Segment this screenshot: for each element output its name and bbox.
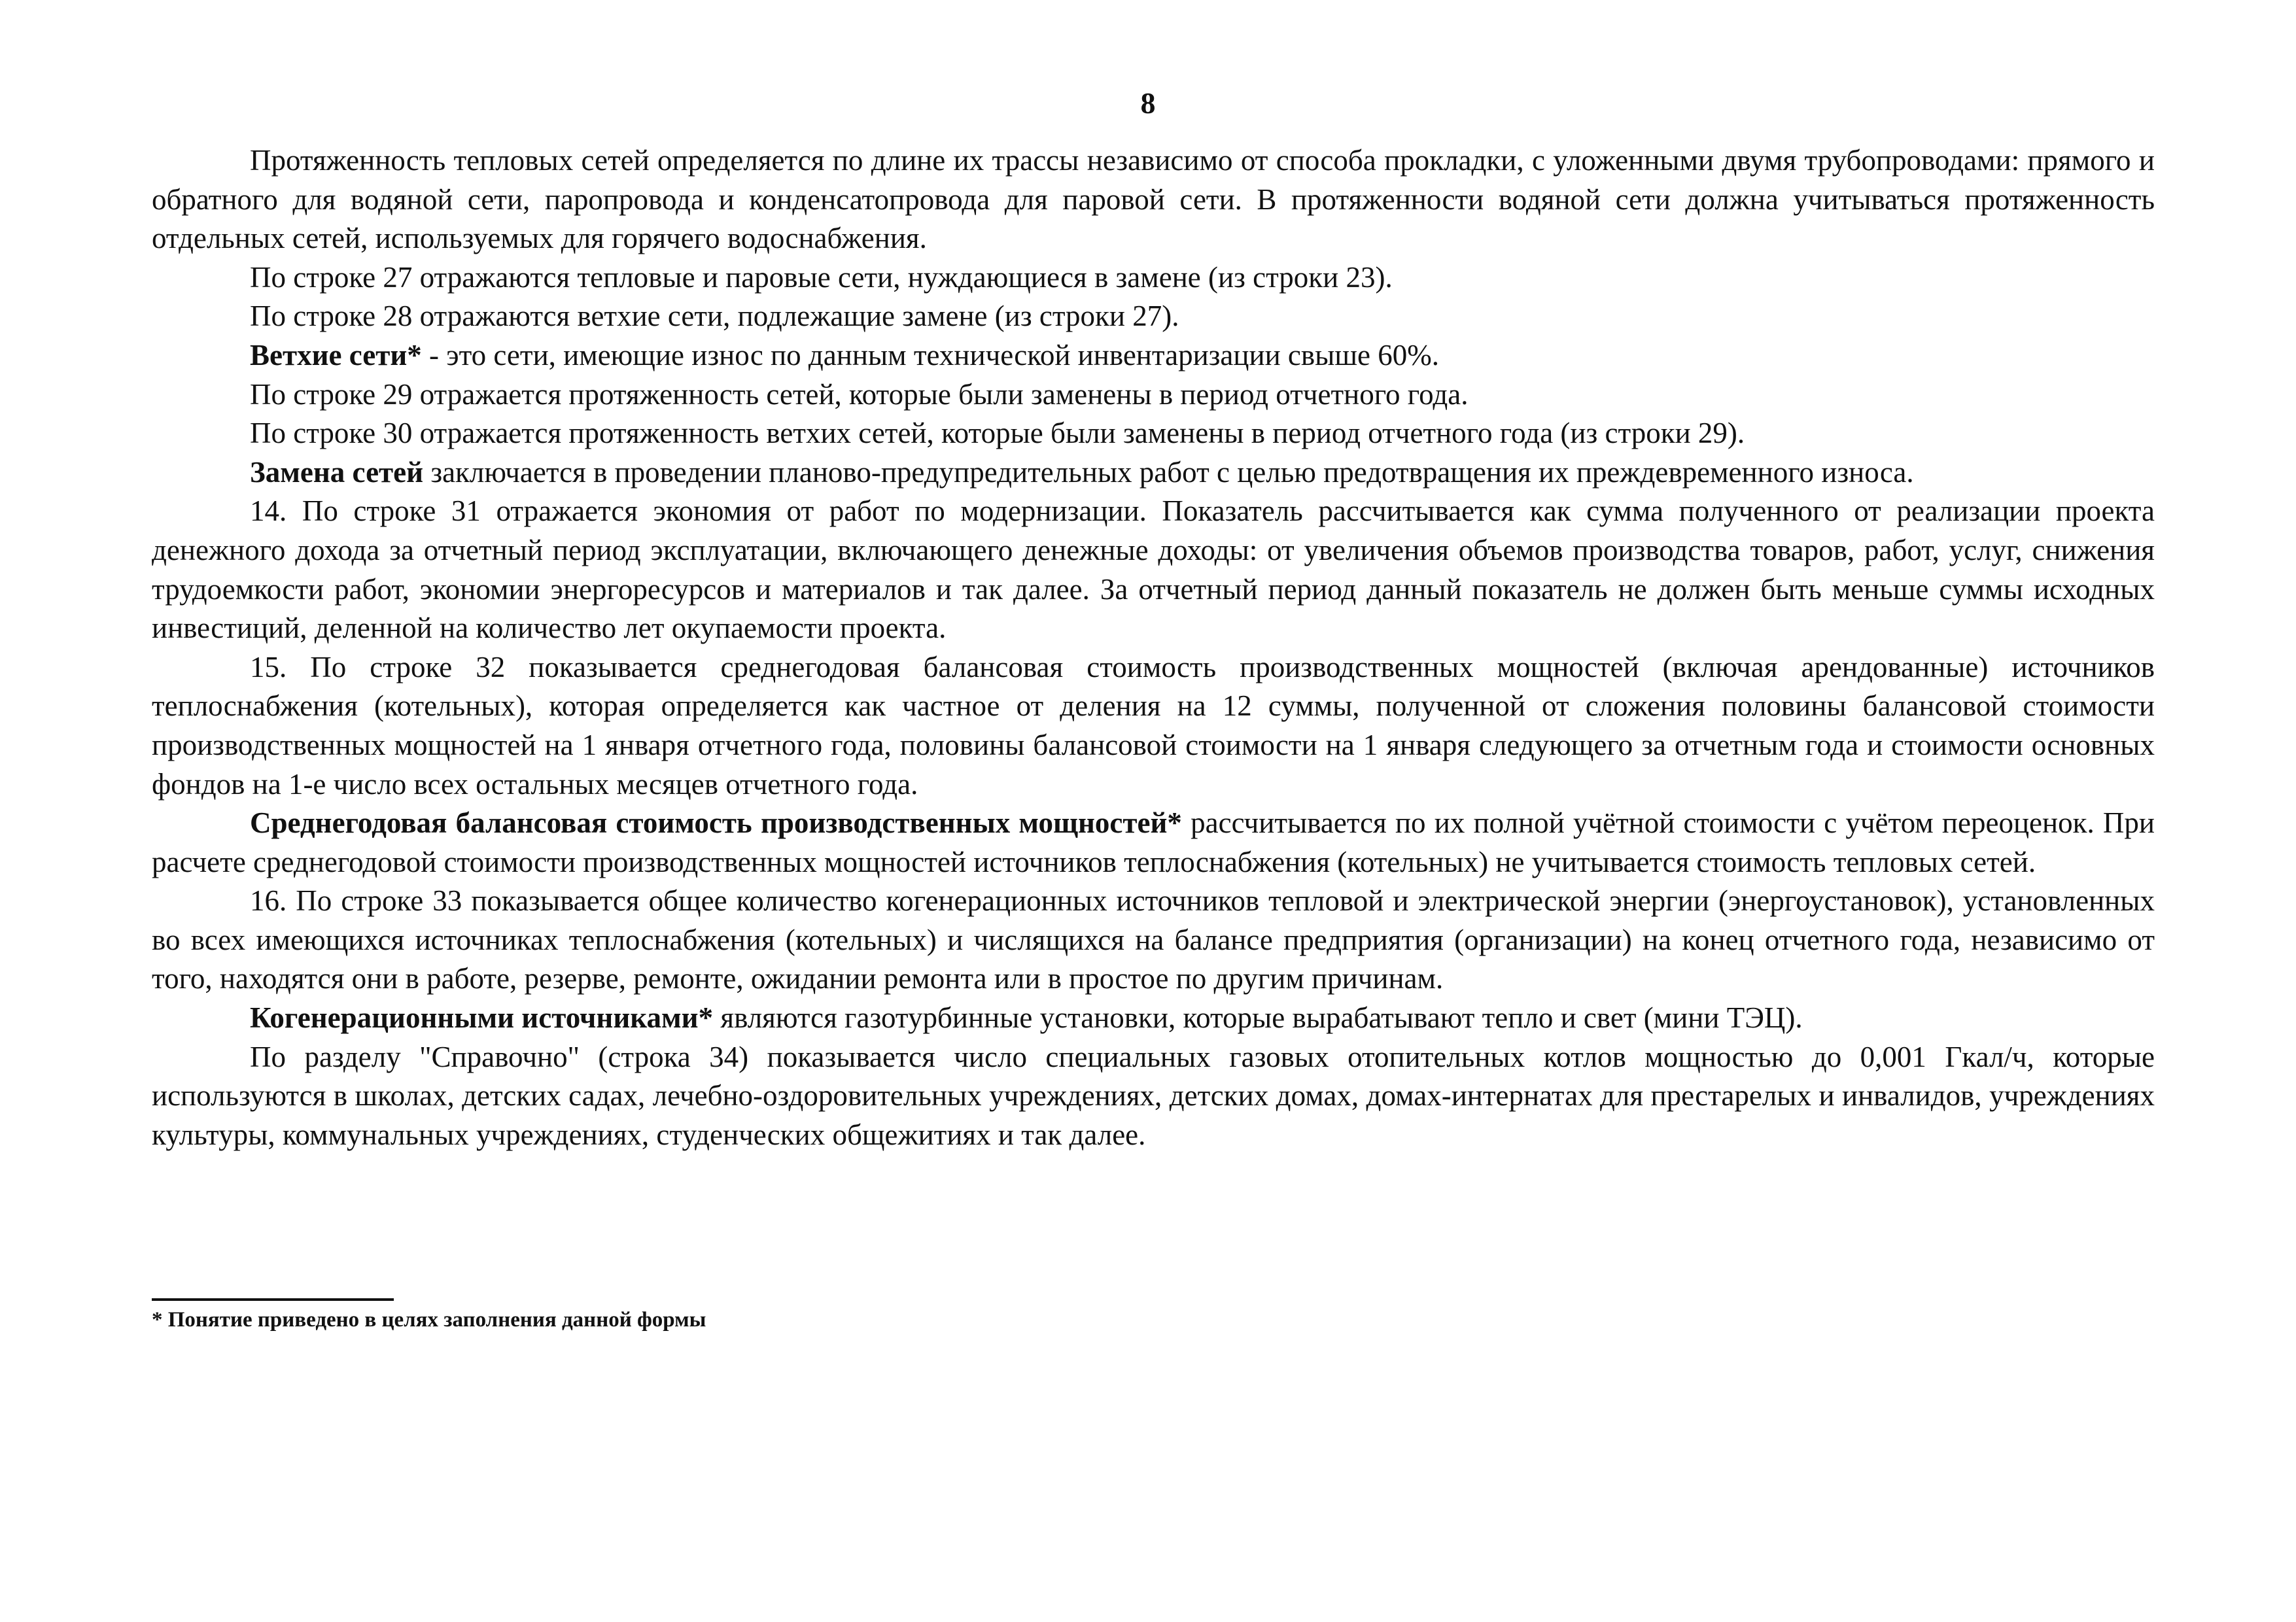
paragraph-reference-section: По разделу "Справочно" (строка 34) показывается число специальных газовых отопительных котлов мощностью до 0,001 Гкал/ч, которые используются в школах, детских садах, лечебно-оздоровительных учреждениях, детских домах, домах-интернатах для престарелых и инвалидов, учреждениях культуры, коммунальных учреждениях, студенческих общежитиях и так далее. <box>152 1040 2155 1151</box>
paragraph-dilapidated-networks: Ветхие сети* - это сети, имеющие износ по данным технической инвентаризации свыше 60%. <box>250 338 1439 371</box>
paragraph-item-14: 14. По строке 31 отражается экономия от работ по модернизации. Показатель рассчитывается как сумма полученного от реализации проекта денежного дохода за отчетный период эксплуатации, включающего денежные доходы: от увеличения объемов производства товаров, работ, услуг, снижения трудоемкости работ, экономии энергоресурсов и материалов и так далее. За отчетный период данный показатель не должен быть меньше суммы исходных инвестиций, деленной на количество лет окупаемости проекта. <box>152 494 2155 645</box>
paragraph-average-book-value: Среднегодовая балансовая стоимость производственных мощностей* рассчитывается по их полной учётной стоимости с учётом переоценок. При расчете среднегодовой стоимости производственных мощностей источников теплоснабжения (котельных) не учитывается стоимость тепловых сетей. <box>152 806 2155 878</box>
document-body <box>152 141 2155 1154</box>
paragraph-cogeneration-sources: Когенерационными источниками* являются газотурбинные установки, которые вырабатывают тепло и свет (мини ТЭЦ). <box>250 1001 1803 1035</box>
page-number: 8 <box>1140 86 1156 120</box>
term-cogeneration-sources: Когенерационными источниками* <box>250 1001 714 1035</box>
term-average-book-value: Среднегодовая балансовая стоимость производственных мощностей* <box>250 806 1182 840</box>
paragraph-line-30: По строке 30 отражается протяженность ветхих сетей, которые были заменены в период отчетного года (из строки 29). <box>250 417 1745 450</box>
paragraph-item-16: 16. По строке 33 показывается общее количество когенерационных источников тепловой и электрической энергии (энергоустановок), установленных во всех имеющихся источниках теплоснабжения (котельных) и числящихся на балансе предприятия (организации) на конец отчетного года, независимо от того, находятся они в работе, резерве, ремонте, ожидании ремонта или в простое по другим причинам. <box>152 884 2155 995</box>
paragraph-network-replacement: Замена сетей заключается в проведении планово-предупредительных работ с целью предотвращения их преждевременного износа. <box>250 455 1914 489</box>
paragraph-item-15: 15. По строке 32 показывается среднегодовая балансовая стоимость производственных мощностей (включая арендованные) источников теплоснабжения (котельных), которая определяется как частное от деления на 12 суммы, полученной от сложения половины балансовой стоимости производственных мощностей на 1 января отчетного года, половины балансовой стоимости на 1 января следующего за отчетным года и стоимости основных фондов на 1-е число всех остальных месяцев отчетного года. <box>152 650 2155 801</box>
term-network-replacement: Замена сетей <box>250 455 424 489</box>
paragraph-line-29: По строке 29 отражается протяженность сетей, которые были заменены в период отчетного года. <box>250 377 1469 411</box>
paragraph-network-length: Протяженность тепловых сетей определяется по длине их трассы независимо от способа прокладки, с уложенными двумя трубопроводами: прямого и обратного для водяной сети, паропровода и конденсатопровода для паровой сети. В протяженности водяной сети должна учитываться протяженность отдельных сетей, используемых для горячего водоснабжения. <box>152 144 2155 255</box>
footnote: * Понятие приведено в целях заполнения данной формы <box>152 1308 706 1332</box>
term-dilapidated-networks: Ветхие сети* <box>250 338 422 371</box>
paragraph-line-27: По строке 27 отражаются тепловые и паровые сети, нуждающиеся в замене (из строки 23). <box>250 260 1393 294</box>
footnote-divider <box>152 1298 394 1301</box>
paragraph-line-28: По строке 28 отражаются ветхие сети, подлежащие замене (из строки 27). <box>250 300 1179 333</box>
